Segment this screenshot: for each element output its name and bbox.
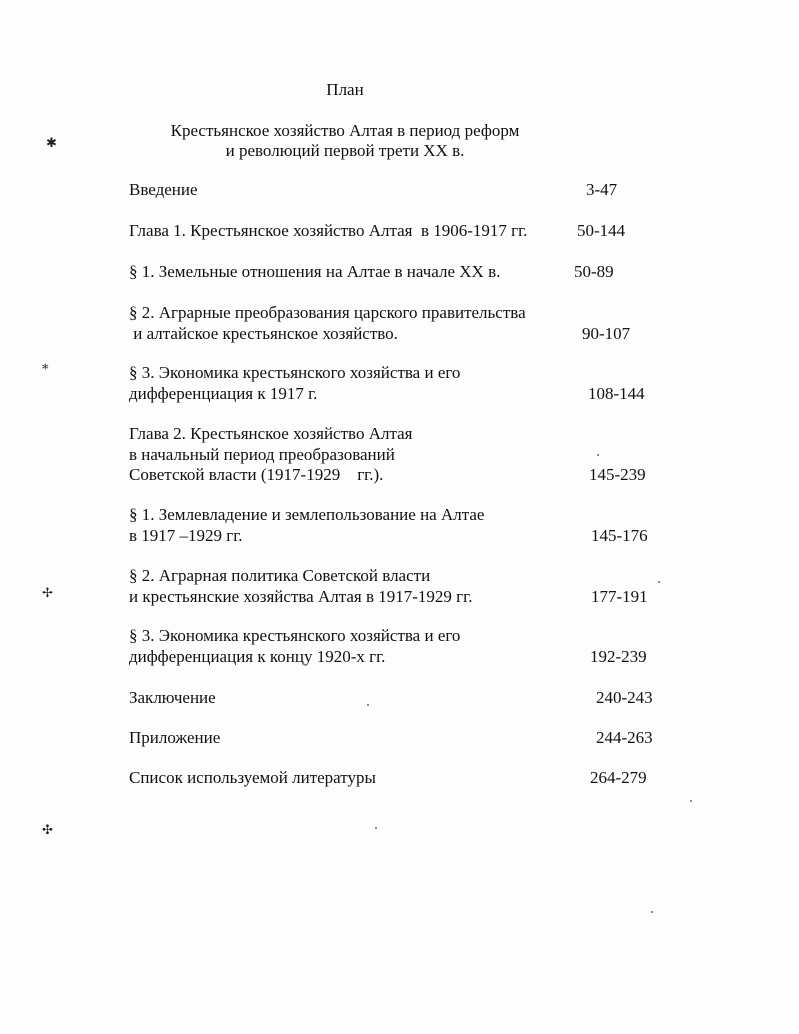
toc-entry-conclusion (129, 688, 669, 709)
toc-line: Глава 1. Крестьянское хозяйство Алтая в 1906-1917 гг. (129, 221, 528, 240)
scan-dot (375, 827, 377, 829)
toc-entry-title (129, 768, 669, 789)
subtitle-line: и революций первой трети XX в. (225, 141, 465, 160)
toc-page-range: 240-243 (596, 688, 653, 707)
toc-entry-title (129, 505, 669, 546)
scan-mark: ✣ (42, 822, 53, 837)
toc-page-range: 3-47 (586, 180, 618, 199)
toc-line: дифференциация к концу 1920-х гг. (129, 646, 386, 666)
toc-line: Приложение (129, 728, 221, 747)
toc-page-range: 145-239 (589, 465, 646, 484)
toc-line: § 1. Землевладение и землепользование на Алтае (129, 505, 485, 524)
toc-page-range: 50-144 (577, 221, 626, 240)
toc-page-range: 90-107 (582, 323, 631, 343)
toc-line: § 2. Аграрные преобразования царского правительства (129, 303, 526, 322)
toc-line: § 1. Земельные отношения на Алтае в начале XX в. (129, 262, 501, 281)
toc-line: § 2. Аграрная политика Советской власти (129, 566, 431, 585)
toc-entry-chapter-1 (129, 221, 669, 242)
toc-line: Глава 2. Крестьянское хозяйство Алтая (129, 424, 413, 443)
toc-page-range: 192-239 (590, 646, 647, 666)
scan-dot (651, 911, 653, 913)
toc-line: Заключение (129, 688, 216, 707)
toc-page-range: 108-144 (588, 383, 645, 403)
toc-line: дифференциация к 1917 г. (129, 383, 318, 403)
toc-line: Советской власти (1917-1929 гг.). (129, 465, 384, 484)
toc-line: и крестьянские хозяйства Алтая в 1917-1929 гг. (129, 586, 473, 606)
scan-dot (367, 704, 369, 706)
document-subtitle (160, 121, 530, 161)
toc-line: § 3. Экономика крестьянского хозяйства и его (129, 626, 461, 645)
toc-page-range: 244-263 (596, 728, 653, 747)
scan-dot (658, 581, 660, 583)
scan-mark: ⁎ (42, 357, 49, 372)
toc-entry-ch2-section-1 (129, 505, 669, 546)
toc-page-range: 177-191 (591, 586, 648, 606)
toc-line: в 1917 –1929 гг. (129, 525, 243, 545)
subtitle-line: Крестьянское хозяйство Алтая в период реформ (170, 121, 520, 140)
scan-dot (690, 800, 692, 802)
scan-mark: ✢ (42, 585, 53, 600)
toc-entry-introduction (129, 180, 669, 201)
toc-entry-chapter-2 (129, 424, 669, 486)
toc-line: Список используемой литературы (129, 768, 376, 787)
toc-entry-title (129, 688, 669, 709)
toc-entry-ch2-section-2 (129, 566, 669, 607)
toc-line: § 3. Экономика крестьянского хозяйства и его (129, 363, 461, 382)
toc-entry-title (129, 626, 669, 667)
toc-entry-appendix (129, 728, 669, 749)
toc-entry-title (129, 566, 669, 607)
toc-line: в начальный период преобразований (129, 444, 395, 464)
toc-line: Введение (129, 180, 198, 199)
toc-entry-ch1-section-1 (129, 262, 669, 283)
toc-entry-ch2-section-3 (129, 626, 669, 667)
toc-entry-bibliography (129, 768, 669, 789)
scan-dot (597, 454, 599, 456)
page-title: План (326, 80, 364, 99)
toc-entry-title (129, 728, 669, 749)
toc-entry-ch1-section-2 (129, 303, 669, 344)
scan-mark: ✱ (46, 135, 57, 150)
toc-entry-ch1-section-3 (129, 363, 669, 404)
toc-line: и алтайское крестьянское хозяйство. (129, 323, 398, 343)
toc-entry-title (129, 424, 669, 486)
toc-page-range: 145-176 (591, 525, 648, 545)
toc-page-range: 50-89 (574, 262, 614, 281)
toc-page-range: 264-279 (590, 768, 647, 787)
